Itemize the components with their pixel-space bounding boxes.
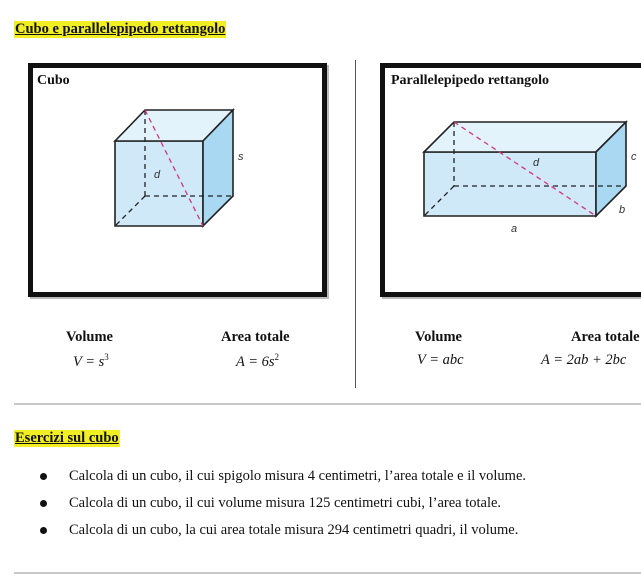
list-item: Calcola di un cubo, il cui volume misura 125 centimetri cubi, l’area totale. bbox=[40, 495, 640, 512]
prism-b-label: b bbox=[619, 204, 626, 216]
prism-area-formula: A = 2ab + 2bc bbox=[541, 352, 627, 368]
prism-panel bbox=[380, 63, 641, 297]
column-divider bbox=[355, 60, 356, 388]
list-item: Calcola di un cubo, la cui area totale misura 294 centimetri quadri, il volume. bbox=[40, 522, 640, 539]
bottom-divider bbox=[14, 572, 641, 574]
cube-diagonal-label: d bbox=[154, 169, 161, 181]
section-title-cube-prism: Cubo e parallelepipedo rettangolo bbox=[15, 21, 226, 37]
prism-diagonal-label: d bbox=[533, 157, 540, 169]
cube-area-label: Area totale bbox=[221, 329, 290, 345]
cube-area-formula: $A = 6s^2$ bbox=[236, 352, 280, 370]
prism-volume-formula: V = abc bbox=[417, 352, 464, 368]
cube-panel bbox=[28, 63, 327, 297]
prism-panel-title: Parallelepipedo rettangolo bbox=[391, 73, 549, 88]
section-title-exercises: Esercizi sul cubo bbox=[15, 430, 119, 446]
section-divider bbox=[14, 403, 641, 405]
prism-a-label: a bbox=[511, 223, 518, 235]
cube-side-label: s bbox=[238, 151, 244, 163]
prism-area-label: Area totale bbox=[571, 329, 640, 345]
cube-volume-label: Volume bbox=[66, 329, 113, 345]
list-item: Calcola di un cubo, il cui spigolo misura 4 centimetri, l’area totale e il volume. bbox=[40, 468, 640, 485]
prism-diagram bbox=[385, 68, 641, 292]
prism-volume-label: Volume bbox=[415, 329, 462, 345]
cube-volume-formula: $V = s^3$ bbox=[73, 352, 109, 370]
cube-panel-title: Cubo bbox=[37, 73, 70, 88]
exercise-list bbox=[40, 468, 640, 549]
cube-diagram bbox=[33, 68, 322, 292]
prism-c-label: c bbox=[631, 151, 637, 163]
